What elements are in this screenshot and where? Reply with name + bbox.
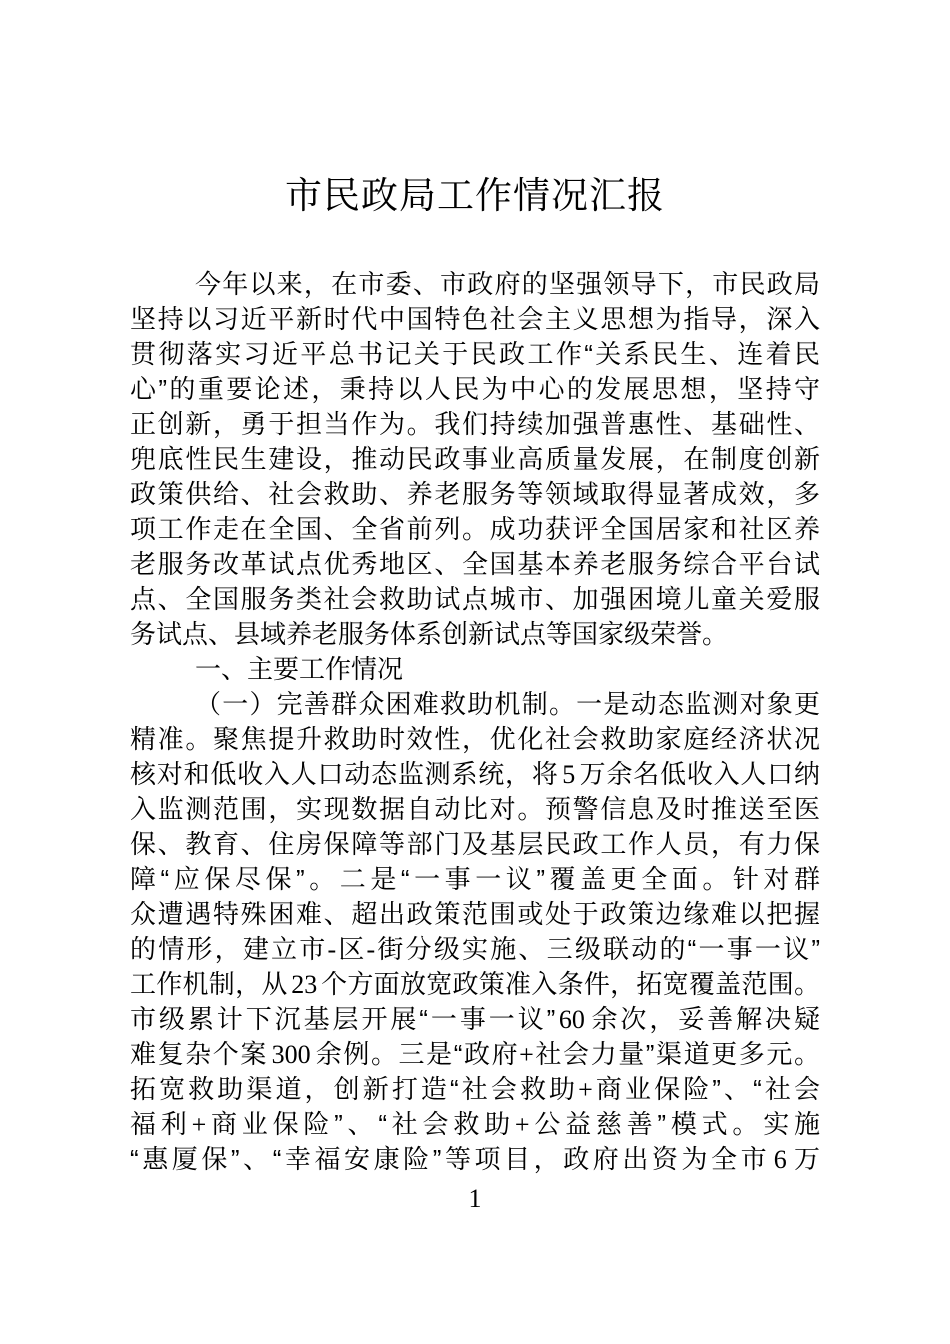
text-line: 拓宽救助渠道，创新打造“社会救助+商业保险”、“社会 — [130, 1074, 820, 1104]
text-line: 老服务改革试点优秀地区、全国基本养老服务综合平台试 — [130, 549, 820, 579]
text-line: 政策供给、社会救助、养老服务等领域取得显著成效，多 — [130, 479, 820, 509]
text-line: 一、主要工作情况 — [195, 654, 404, 684]
text-line: 贯彻落实习近平总书记关于民政工作“关系民生、连着民 — [130, 339, 820, 369]
text-line: 障“应保尽保”。二是“一事一议”覆盖更全面。针对群 — [130, 864, 820, 894]
text-line: 心”的重要论述，秉持以人民为中心的发展思想，坚持守 — [130, 374, 820, 404]
document-body — [130, 267, 820, 1177]
text-line: “惠厦保”、“幸福安康险”等项目，政府出资为全市 6 万 — [130, 1144, 820, 1174]
page-number: 1 — [468, 1184, 482, 1213]
text-line: 正创新，勇于担当作为。我们持续加强普惠性、基础性、 — [130, 409, 820, 439]
text-line: 精准。聚焦提升救助时效性，优化社会救助家庭经济状况 — [130, 724, 820, 754]
text-line: 的情形，建立市-区-街分级实施、三级联动的“一事一议” — [130, 934, 820, 964]
text-line: 坚持以习近平新时代中国特色社会主义思想为指导，深入 — [130, 304, 820, 334]
text-line: 项工作走在全国、全省前列。成功获评全国居家和社区养 — [130, 514, 820, 544]
text-line: 入监测范围，实现数据自动比对。预警信息及时推送至医 — [130, 794, 820, 824]
text-line: 今年以来，在市委、市政府的坚强领导下，市民政局 — [195, 269, 820, 299]
document-title: 市民政局工作情况汇报 — [285, 175, 665, 216]
text-line: 保、教育、住房保障等部门及基层民政工作人员，有力保 — [130, 829, 820, 859]
text-line: 务试点、县域养老服务体系创新试点等国家级荣誉。 — [130, 619, 729, 649]
text-line: 市级累计下沉基层开展“一事一议” 60 余次，妥善解决疑 — [130, 1004, 820, 1034]
text-line: 众遭遇特殊困难、超出政策范围或处于政策边缘难以把握 — [130, 899, 820, 929]
text-line: （一）完善群众困难救助机制。一是动态监测对象更 — [195, 689, 820, 719]
text-line: 福利+商业保险”、“社会救助+公益慈善”模式。实施 — [130, 1109, 820, 1139]
text-line: 难复杂个案 300 余例。三是“政府+社会力量”渠道更多元。 — [130, 1039, 820, 1069]
text-line: 工作机制，从 23 个方面放宽政策准入条件，拓宽覆盖范围。 — [130, 969, 820, 999]
text-line: 点、全国服务类社会救助试点城市、加强困境儿童关爱服 — [130, 584, 820, 614]
text-line: 兜底性民生建设，推动民政事业高质量发展，在制度创新 — [130, 444, 820, 474]
text-line: 核对和低收入人口动态监测系统，将 5 万余名低收入人口纳 — [130, 759, 820, 789]
